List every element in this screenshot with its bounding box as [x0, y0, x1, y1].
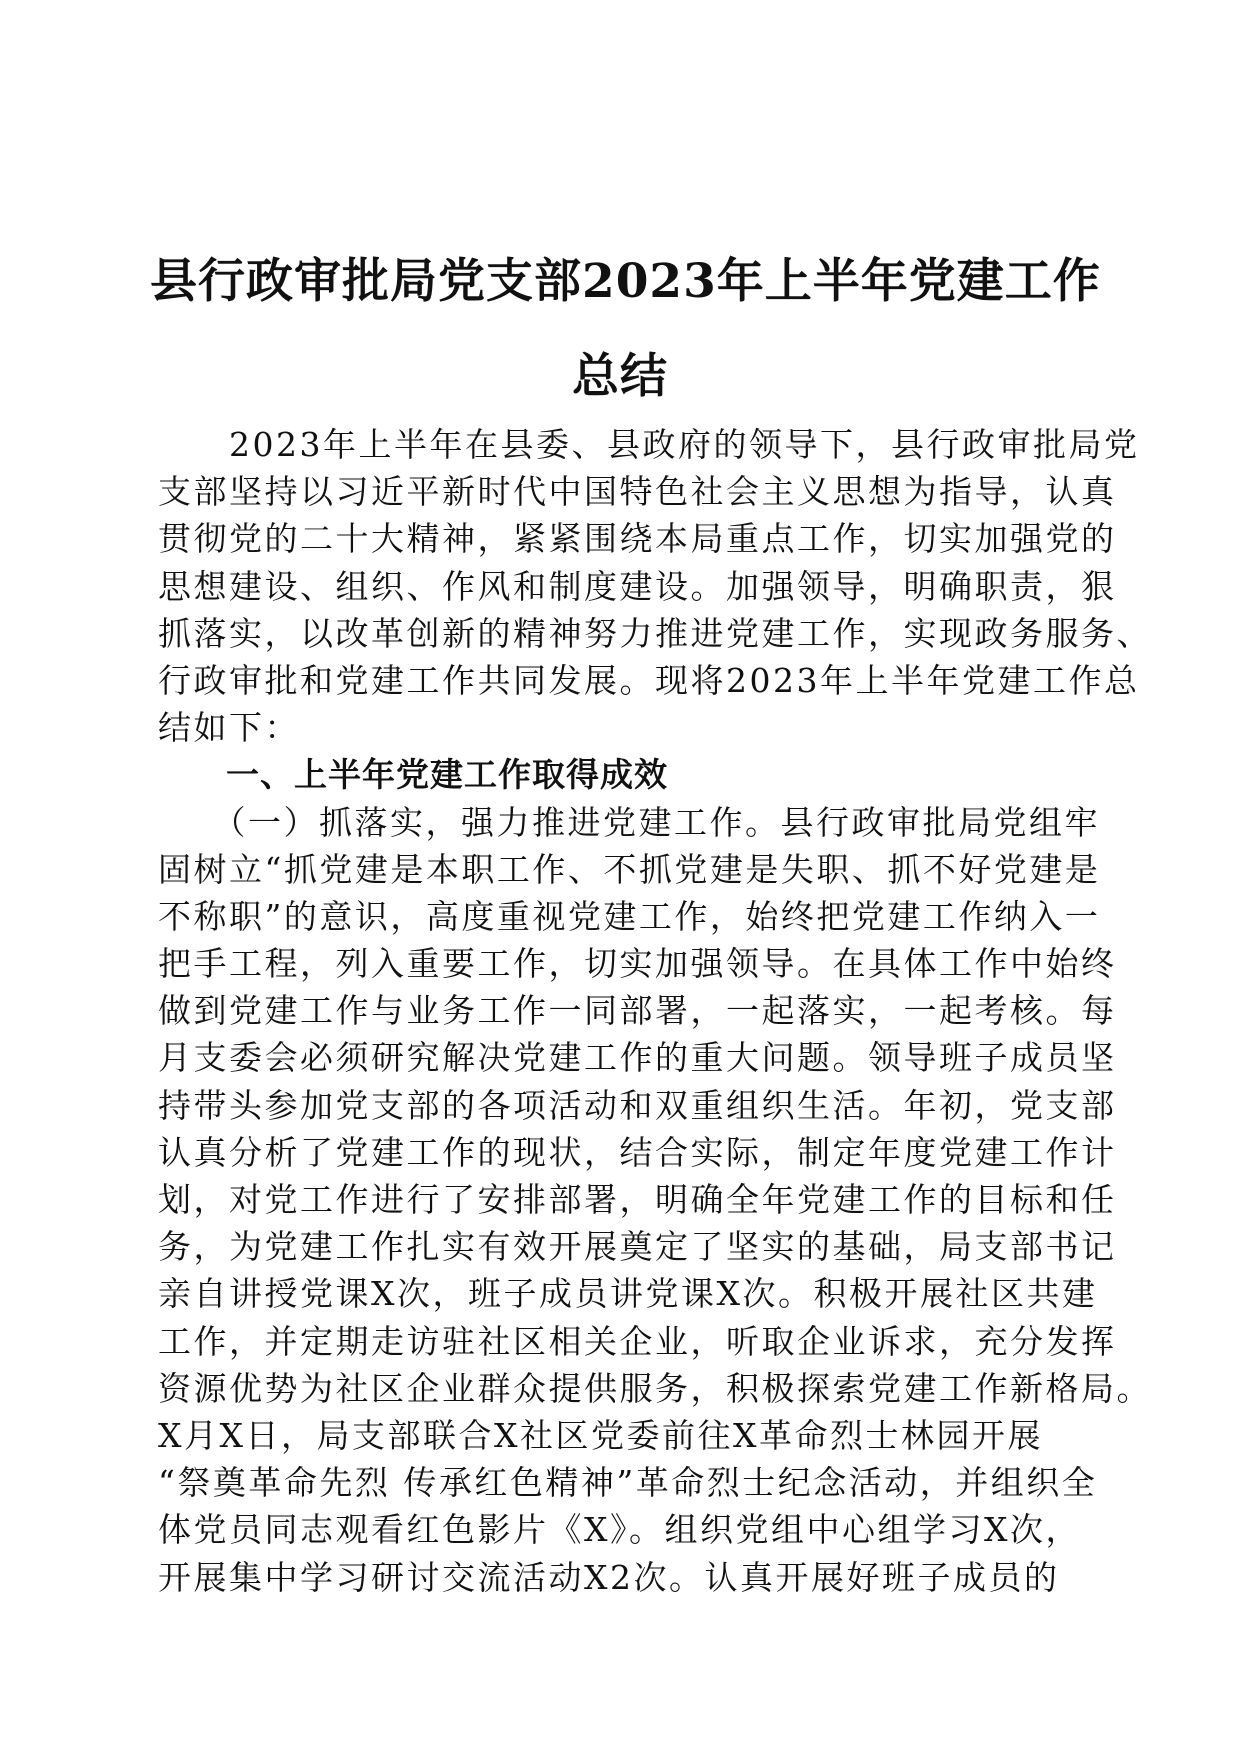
body-line: 贯彻党的二十大精神，紧紧围绕本局重点工作，切实加强党的	[158, 519, 1117, 559]
body-line: 体党员同志观看红色影片《X》。组织党组中心组学习X次，	[158, 1510, 1081, 1550]
body-line: 认真分析了党建工作的现状，结合实际，制定年度党建工作计	[158, 1132, 1117, 1172]
document-title-line-1: 县行政审批局党支部2023年上半年党建工作	[150, 254, 1101, 309]
body-line: 月支委会必须研究解决党建工作的重大问题。领导班子成员坚	[158, 1038, 1117, 1078]
section-heading: 一、上半年党建工作取得成效	[158, 755, 668, 795]
body-line: 把手工程，列入重要工作，切实加强领导。在具体工作中始终	[158, 944, 1117, 984]
body-line: 亲自讲授党课X次，班子成员讲党课X次。积极开展社区共建	[158, 1274, 1098, 1314]
body-line: “祭奠革命先烈 传承红色精神”革命烈士纪念活动，并组织全	[158, 1463, 1098, 1503]
body-line: 工作，并定期走访驻社区相关企业，听取企业诉求，充分发挥	[158, 1321, 1117, 1361]
body-line: 结如下：	[158, 708, 300, 748]
body-line: 资源优势为社区企业群众提供服务，积极探索党建工作新格局。	[158, 1368, 1152, 1408]
body-line: 思想建设、组织、作风和制度建设。加强领导，明确职责，狠	[158, 566, 1117, 606]
document-title-line-2: 总结	[572, 349, 668, 404]
body-line: 持带头参加党支部的各项活动和双重组织生活。年初，党支部	[158, 1085, 1117, 1125]
body-line: （一）抓落实，强力推进党建工作。县行政审批局党组牢	[158, 802, 1100, 842]
body-line: 行政审批和党建工作共同发展。现将2023年上半年党建工作总	[158, 660, 1140, 700]
body-line: 2023年上半年在县委、县政府的领导下，县行政审批局党	[158, 425, 1140, 464]
body-line: X月X日，局支部联合X社区党委前往X革命烈士林园开展	[158, 1415, 1043, 1455]
body-line: 做到党建工作与业务工作一同部署，一起落实，一起考核。每	[158, 991, 1117, 1031]
body-line: 支部坚持以习近平新时代中国特色社会主义思想为指导，认真	[158, 472, 1117, 512]
body-line: 务，为党建工作扎实有效开展奠定了坚实的基础，局支部书记	[158, 1227, 1117, 1267]
body-line: 抓落实，以改革创新的精神努力推进党建工作，实现政务服务、	[158, 613, 1152, 653]
body-line: 不称职”的意识，高度重视党建工作，始终把党建工作纳入一	[158, 896, 1101, 936]
body-line: 开展集中学习研讨交流活动X2次。认真开展好班子成员的	[158, 1557, 1060, 1597]
body-line: 划，对党工作进行了安排部署，明确全年党建工作的目标和任	[158, 1180, 1117, 1219]
body-line: 固树立“抓党建是本职工作、不抓党建是失职、抓不好党建是	[158, 849, 1101, 889]
document-body	[158, 421, 1152, 1601]
